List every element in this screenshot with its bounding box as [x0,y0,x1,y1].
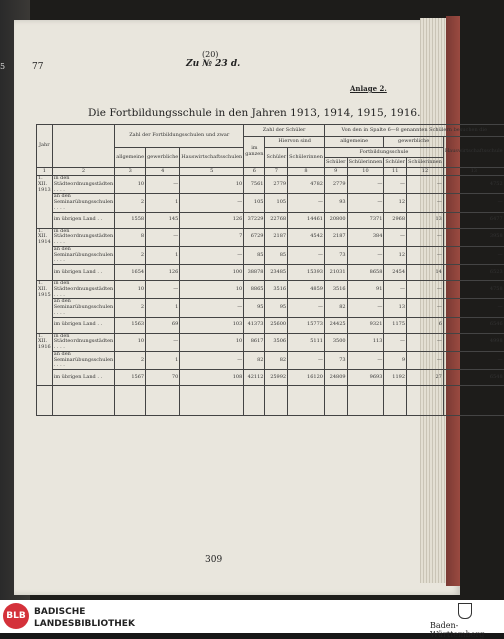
value-cell: 1 [146,246,180,264]
value-cell: — [347,176,384,194]
header-zahl-fortbildungsschulen: Zahl der Fortbildungsschulen und zwar [115,125,244,148]
blb-logo: BLB [3,603,29,629]
header-sub-schuelerinnen-1: Schülerinnen [347,158,384,168]
row-label: in den Städteordnungsstädten . . . . [52,176,115,194]
row-label: im übrigen Land . . [52,265,115,281]
value-cell: 108 [180,370,244,386]
value-cell: 20800 [324,212,347,228]
value-cell: 6477 [443,212,504,228]
col-number: 9 [324,168,347,176]
value-cell: 69 [146,317,180,333]
value-cell: 6 [407,317,444,333]
year-cell: 1. XII. 1915 [37,281,53,334]
col-number: 6 [244,168,265,176]
state-name: Baden-Württemberg [430,621,504,639]
row-label: an den Seminarübungsschulen . . . . [52,194,115,212]
value-cell: 103 [180,317,244,333]
col-number: 12 [407,168,444,176]
blank-cell [384,386,407,416]
value-cell: — [384,176,407,194]
value-cell: 100 [180,265,244,281]
value-cell: 2779 [324,176,347,194]
table-row [37,265,504,281]
col-number: 13 [443,168,504,176]
value-cell: 6729 [244,228,265,246]
value-cell: 4758 [443,281,504,299]
value-cell: 8617 [244,333,265,351]
value-cell: — [443,299,504,317]
header-sub-schuelerinnen-2: Schülerinnen [407,158,444,168]
table-row [37,176,504,194]
row-label: an den Seminarübungsschulen . . . . [52,246,115,264]
value-cell: 93 [324,194,347,212]
col-number: 11 [384,168,407,176]
blank-cell [37,386,53,416]
table-row-blank [37,386,504,416]
value-cell: 27 [407,370,444,386]
value-cell: 22768 [265,212,288,228]
page-side-number: 77 [32,62,43,72]
header-hiervon-sind: Hiervon sind [265,137,324,148]
table-row [37,212,504,228]
header-gewerbliche-schulen: gewerbliche [146,148,180,168]
margin-mark: 5 [0,62,5,71]
value-cell: — [347,246,384,264]
table-row [37,281,504,299]
value-cell: 105 [265,194,288,212]
value-cell: 1654 [115,265,146,281]
value-cell: 1563 [115,317,146,333]
table-row [37,228,504,246]
header-allgemeine-schulen: allgemeine [115,148,146,168]
header-reference: Zu № 23 d. [186,59,240,69]
blank-cell [265,386,288,416]
value-cell: 113 [347,333,384,351]
table-row [37,299,504,317]
value-cell: 1175 [384,317,407,333]
value-cell: 38878 [244,265,265,281]
value-cell: 13 [407,212,444,228]
value-cell: 14461 [288,212,325,228]
value-cell: 3500 [324,333,347,351]
statistics-table [36,124,504,416]
blank-cell [407,386,444,416]
value-cell: 82 [244,351,265,369]
header-blank [52,125,115,168]
value-cell: 10 [115,333,146,351]
col-number: 4 [146,168,180,176]
value-cell: — [146,333,180,351]
value-cell: 2968 [384,212,407,228]
value-cell: — [180,246,244,264]
value-cell: 1567 [115,370,146,386]
col-number: 8 [288,168,325,176]
header-fortbildungsschule: Fortbildungsschule [324,148,443,158]
value-cell: — [288,299,325,317]
value-cell: 15393 [288,265,325,281]
row-label: an den Seminarübungsschulen . . . . [52,351,115,369]
value-cell: 1192 [384,370,407,386]
table-row [37,194,504,212]
value-cell: 16120 [288,370,325,386]
value-cell: — [407,281,444,299]
value-cell: 1 [146,351,180,369]
col-number: 2 [52,168,115,176]
library-name-line2: LANDESBIBLIOTHEK [34,618,135,630]
value-cell: — [180,194,244,212]
value-cell: 4998 [443,333,504,351]
value-cell: 10 [180,281,244,299]
value-cell: 41373 [244,317,265,333]
value-cell: 8658 [347,265,384,281]
value-cell: 7 [180,228,244,246]
value-cell: 85 [244,246,265,264]
value-cell: 21031 [324,265,347,281]
value-cell: 10 [115,281,146,299]
library-name [34,606,135,630]
value-cell: 13 [384,299,407,317]
value-cell: 9321 [347,317,384,333]
year-cell: 1. XII. 1913 [37,176,53,229]
value-cell: — [288,194,325,212]
value-cell: — [407,194,444,212]
value-cell: 1 [146,299,180,317]
value-cell: — [443,194,504,212]
value-cell: 25992 [265,370,288,386]
row-label: in den Städteordnungsstädten . . . . [52,333,115,351]
blank-cell [324,386,347,416]
value-cell: 126 [146,265,180,281]
value-cell: 8 [115,228,146,246]
value-cell: — [146,281,180,299]
value-cell: — [146,228,180,246]
value-cell: 2454 [384,265,407,281]
coat-of-arms-icon [458,603,472,619]
header-hauswirtschaftliche: Hauswirtschaftsschule [443,137,504,168]
value-cell: — [407,246,444,264]
blank-cell [115,386,146,416]
col-number: 10 [347,168,384,176]
value-cell: 37229 [244,212,265,228]
header-sub-schueler-2: Schüler [384,158,407,168]
value-cell: 5111 [288,333,325,351]
value-cell: 4752 [443,176,504,194]
blank-cell [288,386,325,416]
value-cell: — [288,351,325,369]
value-cell: 7371 [347,212,384,228]
value-cell: 3516 [265,281,288,299]
row-label: im übrigen Land . . [52,317,115,333]
value-cell: 126 [180,212,244,228]
value-cell: 9 [384,351,407,369]
value-cell: 12 [384,194,407,212]
year-cell: 1. XII. 1914 [37,228,53,281]
value-cell: — [407,351,444,369]
row-label: im übrigen Land . . [52,212,115,228]
value-cell: 14 [407,265,444,281]
value-cell: 4859 [288,281,325,299]
value-cell: 10 [180,176,244,194]
value-cell: 2 [115,194,146,212]
value-cell: 70 [146,370,180,386]
value-cell: — [347,194,384,212]
value-cell: 9693 [347,370,384,386]
value-cell: 8865 [244,281,265,299]
table-row [37,351,504,369]
value-cell: 12 [384,246,407,264]
value-cell: 2779 [265,176,288,194]
blank-cell [443,386,504,416]
col-number: 5 [180,168,244,176]
value-cell: 95 [265,299,288,317]
value-cell: 2187 [265,228,288,246]
value-cell: 1 [146,194,180,212]
col-number: 3 [115,168,146,176]
value-cell: — [443,246,504,264]
value-cell: 3958 [443,228,504,246]
value-cell: 105 [244,194,265,212]
value-cell: — [443,351,504,369]
page-number: 309 [205,555,222,565]
row-label: im übrigen Land . . [52,370,115,386]
value-cell: 384 [347,228,384,246]
value-cell: 82 [324,299,347,317]
table-body [37,176,504,416]
value-cell: 2187 [324,228,347,246]
header-gewerbliche: gewerbliche [384,137,443,148]
value-cell: 82 [265,351,288,369]
value-cell: 4542 [288,228,325,246]
value-cell: 2 [115,351,146,369]
header-zahl-schueler: Zahl der Schüler [244,125,325,137]
value-cell: 85 [265,246,288,264]
value-cell: — [347,351,384,369]
row-label: in den Städteordnungsstädten . . . . [52,228,115,246]
blank-cell [244,386,265,416]
header-im-ganzen: im ganzen [244,137,265,168]
value-cell: 42112 [244,370,265,386]
col-number: 7 [265,168,288,176]
value-cell: 91 [347,281,384,299]
header-allgemeine: allgemeine [324,137,383,148]
value-cell: 15773 [288,317,325,333]
value-cell: 10 [115,176,146,194]
value-cell: — [384,228,407,246]
value-cell: 73 [324,246,347,264]
value-cell: — [180,351,244,369]
year-cell: 1. XII. 1916 [37,333,53,386]
table-row [37,246,504,264]
value-cell: — [407,333,444,351]
value-cell: 73 [324,351,347,369]
value-cell: 6523 [443,265,504,281]
blank-cell [52,386,115,416]
value-cell: 24425 [324,317,347,333]
header-schuelerinnen: Schülerinnen [288,148,325,168]
value-cell: 3506 [265,333,288,351]
value-cell: 10 [180,333,244,351]
value-cell: — [384,281,407,299]
value-cell: — [407,228,444,246]
value-cell: 95 [244,299,265,317]
value-cell: — [407,176,444,194]
col-number: 1 [37,168,53,176]
value-cell: — [180,299,244,317]
table-row [37,333,504,351]
value-cell: 23485 [265,265,288,281]
header-jahr: Jahr [37,125,53,168]
library-name-line1: BADISCHE [34,606,135,618]
row-label: an den Seminarübungsschulen . . . . [52,299,115,317]
value-cell: — [146,176,180,194]
value-cell: 145 [146,212,180,228]
value-cell: — [407,299,444,317]
value-cell: — [347,299,384,317]
blank-cell [347,386,384,416]
header-sub-schueler-1: Schüler [324,158,347,168]
header-hauswirtschaftliche-schulen: Hauswirtschaftsschulen [180,148,244,168]
value-cell: 24809 [324,370,347,386]
value-cell: 3516 [324,281,347,299]
table-row [37,317,504,333]
value-cell: 2 [115,246,146,264]
value-cell: 6546 [443,317,504,333]
value-cell: 7561 [244,176,265,194]
value-cell: 1558 [115,212,146,228]
value-cell: 25600 [265,317,288,333]
value-cell: 2 [115,299,146,317]
blank-cell [146,386,180,416]
value-cell: 4782 [288,176,325,194]
appendix-label: Anlage 2. [350,84,387,93]
table-row [37,370,504,386]
header-schueler: Schüler [265,148,288,168]
header-von-den: Von den in Spalte 6—8 genannten Schülern besuchen die [324,125,504,137]
value-cell: — [384,333,407,351]
value-cell: — [288,246,325,264]
document-title: Die Fortbildungsschule in den Jahren 1913, 1914, 1915, 1916. [88,107,420,119]
header-number: (20) [202,50,218,59]
row-label: in den Städteordnungsstädten . . . . [52,281,115,299]
blank-cell [180,386,244,416]
value-cell: 6548 [443,370,504,386]
